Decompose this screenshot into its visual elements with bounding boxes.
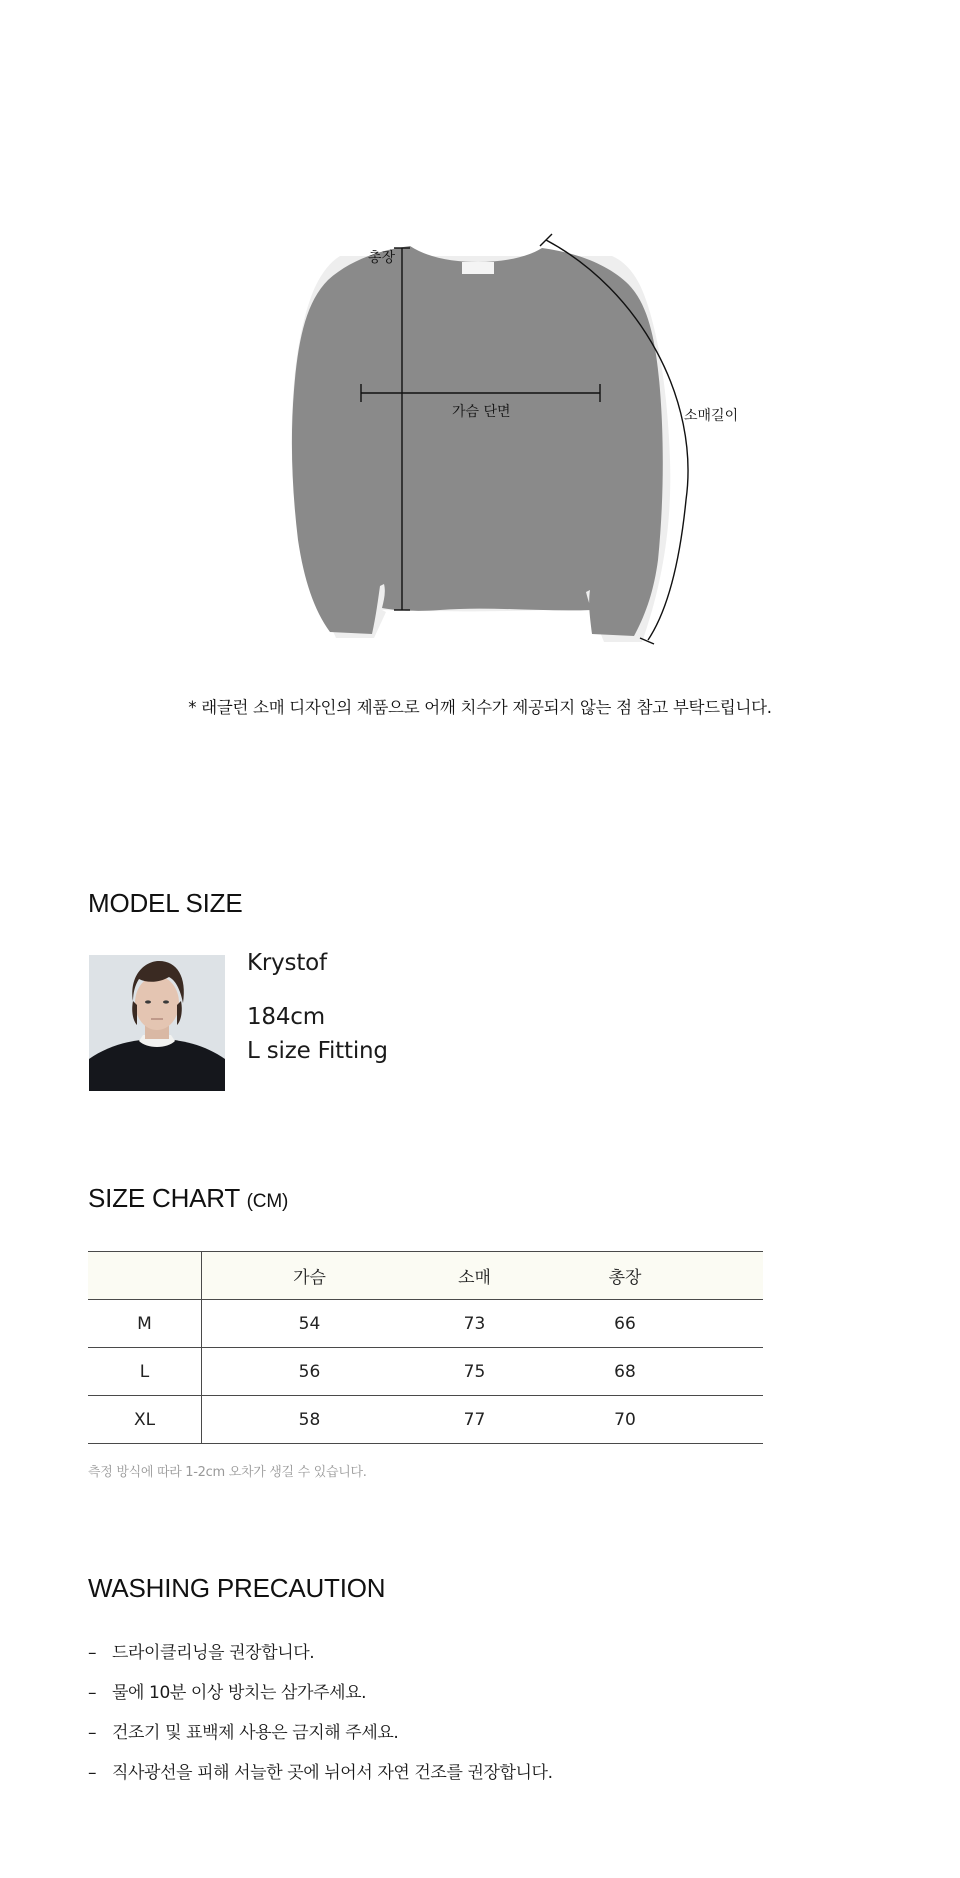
dash-bullet: – [88,1643,97,1663]
washing-item-text: 건조기 및 표백제 사용은 금지해 주세요. [112,1723,399,1743]
table-row [88,1396,763,1444]
model-height: 184cm [247,1004,325,1030]
table-row [88,1300,763,1348]
washing-item-text: 직사광선을 피해 서늘한 곳에 뉘어서 자연 건조를 권장합니다. [112,1763,553,1783]
length-cell: 66 [532,1300,718,1348]
washing-item-text: 드라이클리닝을 권장합니다. [112,1643,315,1663]
sleeve-cell: 73 [417,1300,532,1348]
dash-bullet: – [88,1683,97,1703]
header-empty [718,1252,763,1300]
sweater-measurement-diagram [0,0,960,680]
chest-label: 가슴 단면 [452,404,511,420]
empty-cell [718,1396,763,1444]
size-cell: L [88,1348,202,1396]
dash-bullet: – [88,1723,97,1743]
sleeve-cell: 77 [417,1396,532,1444]
raglan-notice: * 래글런 소매 디자인의 제품으로 어깨 치수가 제공되지 않는 점 참고 부탁드립니다. [188,698,772,717]
model-fitting: L size Fitting [247,1038,388,1064]
length-cell: 70 [532,1396,718,1444]
header-sleeve: 소매 [417,1252,532,1300]
dash-bullet: – [88,1763,97,1783]
size-chart-unit: (CM) [246,1191,289,1212]
model-size-title: MODEL SIZE [88,888,243,918]
chest-cell: 56 [202,1348,418,1396]
table-row [88,1348,763,1396]
list-item [88,1673,553,1713]
size-cell: M [88,1300,202,1348]
list-item [88,1633,553,1673]
model-photo [89,955,225,1091]
sleeve-label: 소매길이 [684,408,739,424]
size-chart-title-text: SIZE CHART [88,1183,240,1213]
washing-list [88,1633,553,1793]
size-cell: XL [88,1396,202,1444]
empty-cell [718,1348,763,1396]
chest-cell: 54 [202,1300,418,1348]
size-chart-header-row [88,1252,763,1300]
model-name: Krystof [247,950,327,976]
header-chest: 가슴 [202,1252,418,1300]
length-label: 총장 [368,250,396,266]
list-item [88,1713,553,1753]
empty-cell [718,1300,763,1348]
size-chart-title [88,1183,288,1214]
length-cell: 68 [532,1348,718,1396]
sleeve-cell: 75 [417,1348,532,1396]
neck-label [462,262,494,274]
size-chart-table [88,1251,763,1444]
list-item [88,1753,553,1793]
washing-title: WASHING PRECAUTION [88,1573,386,1603]
chest-cell: 58 [202,1396,418,1444]
washing-item-text: 물에 10분 이상 방치는 삼가주세요. [112,1683,367,1703]
header-size [88,1252,202,1300]
sweater-shape [292,246,663,636]
header-length: 총장 [532,1252,718,1300]
size-chart-note: 측정 방식에 따라 1-2cm 오차가 생길 수 있습니다. [88,1465,367,1480]
